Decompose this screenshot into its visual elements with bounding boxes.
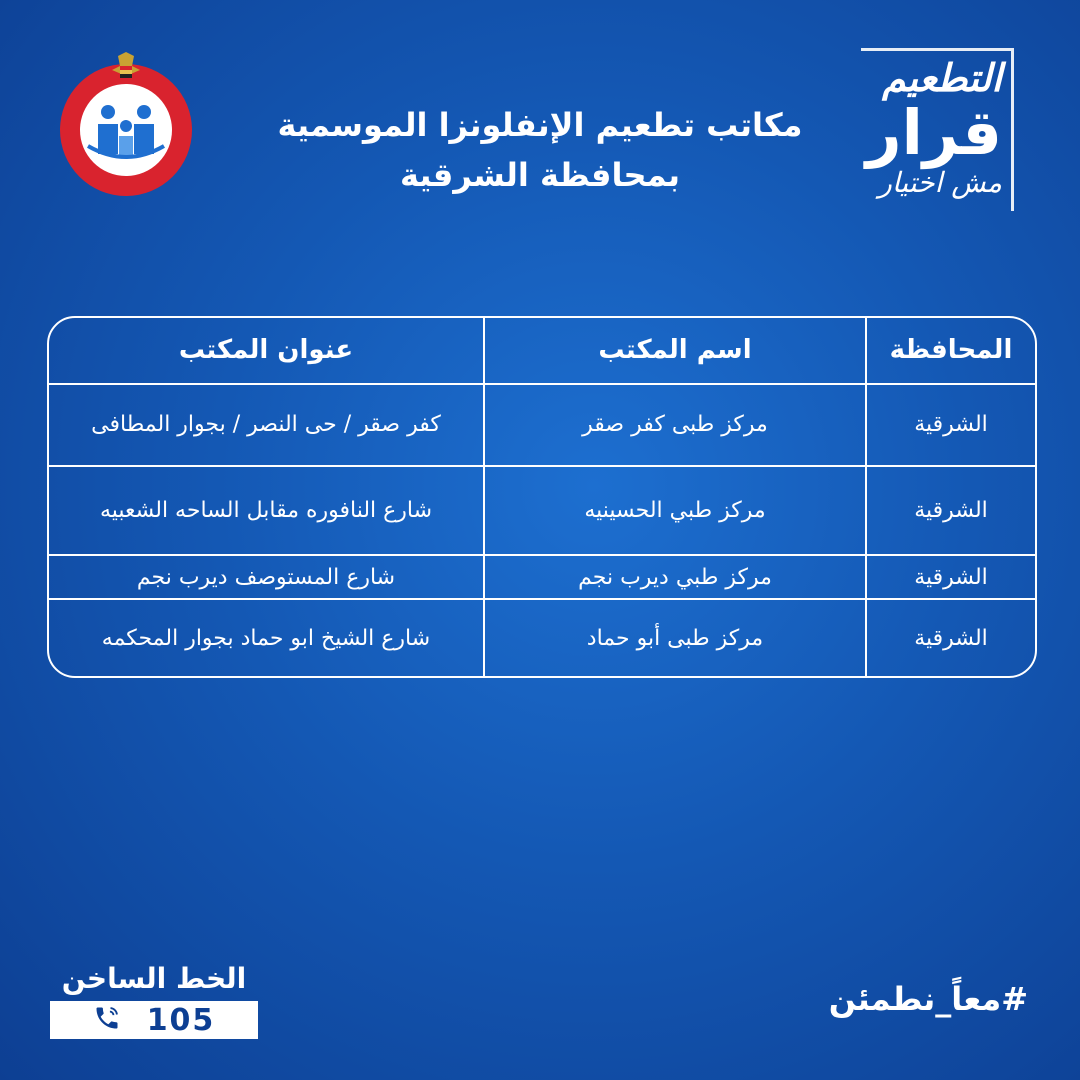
table-row	[49, 384, 1035, 467]
slogan-line-3: مش اختيار	[878, 166, 1002, 199]
hotline-number: 105	[146, 1002, 216, 1038]
page-title	[210, 100, 870, 200]
title-line-2: بمحافظة الشرقية	[399, 156, 681, 194]
cell-office-name: مركز طبي الحسينيه	[484, 466, 866, 555]
cell-governorate: الشرقية	[866, 466, 1035, 555]
hotline-number-box[interactable]	[50, 1001, 258, 1039]
hashtag: #معاً_نطمئن	[828, 980, 1028, 1018]
table-row	[49, 599, 1035, 676]
cell-office-name: مركز طبى كفر صقر	[484, 384, 866, 467]
offices-table	[47, 316, 1037, 678]
header-office-address: عنوان المكتب	[49, 318, 484, 384]
table-row	[49, 466, 1035, 555]
title-line-1: مكاتب تطعيم الإنفلونزا الموسمية	[277, 106, 803, 144]
cell-office-address: شارع الشيخ ابو حماد بجوار المحكمه	[49, 599, 484, 676]
ministry-logo	[52, 50, 200, 198]
header-governorate: المحافظة	[866, 318, 1035, 384]
hotline	[50, 962, 258, 1039]
cell-office-address: شارع المستوصف ديرب نجم	[49, 555, 484, 599]
slogan-line-1: التطعيم	[882, 56, 1002, 100]
header-office-name: اسم المكتب	[484, 318, 866, 384]
cell-governorate: الشرقية	[866, 599, 1035, 676]
table-header-row	[49, 318, 1035, 384]
cell-office-name: مركز طبي ديرب نجم	[484, 555, 866, 599]
hotline-label: الخط الساخن	[61, 962, 247, 995]
ministry-of-health-logo-icon	[52, 50, 200, 198]
phone-icon	[93, 1004, 121, 1036]
cell-office-address: شارع النافوره مقابل الساحه الشعبيه	[49, 466, 484, 555]
table-row	[49, 555, 1035, 599]
cell-office-name: مركز طبى أبو حماد	[484, 599, 866, 676]
vaccination-slogan	[842, 48, 1002, 218]
cell-office-address: كفر صقر / حى النصر / بجوار المطافى	[49, 384, 484, 467]
cell-governorate: الشرقية	[866, 555, 1035, 599]
cell-governorate: الشرقية	[866, 384, 1035, 467]
slogan-line-2: قرار	[865, 96, 1002, 169]
